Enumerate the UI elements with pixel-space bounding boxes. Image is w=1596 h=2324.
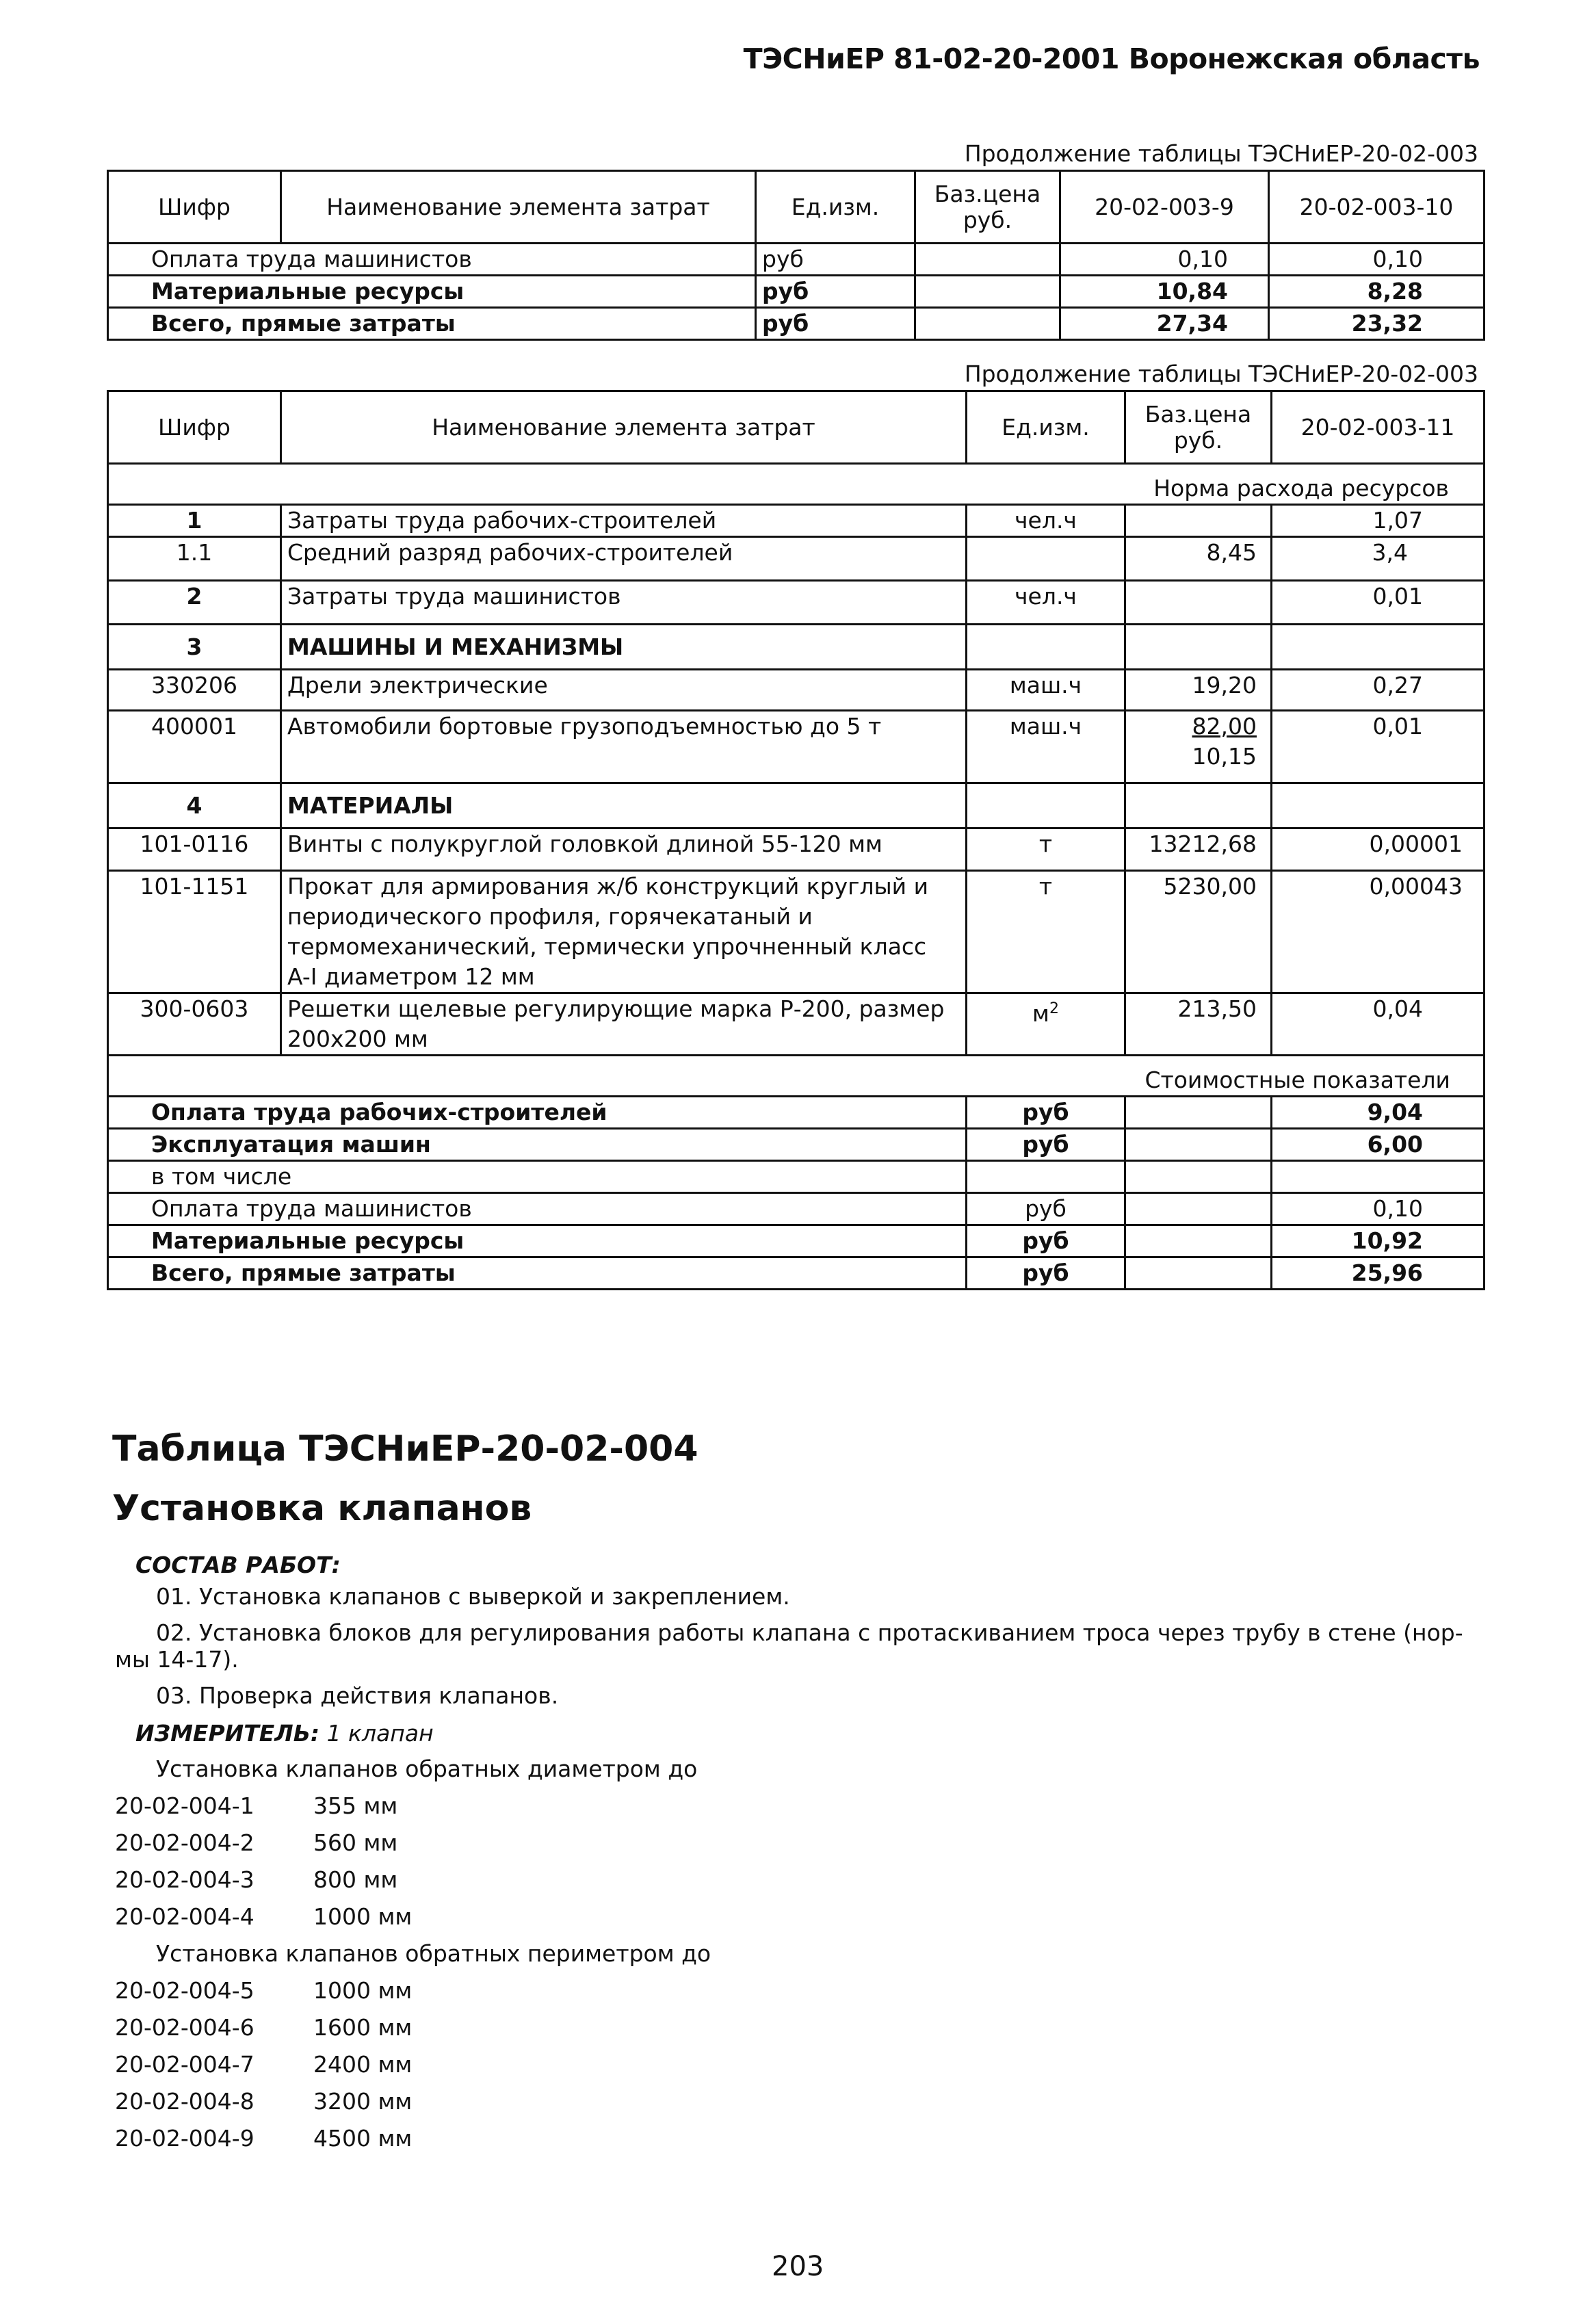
cost-header: Стоимостные показатели — [108, 1056, 1484, 1097]
row-price — [1125, 711, 1272, 783]
item-size: 800 мм — [313, 1866, 398, 1893]
item-code: 20-02-004-4 — [115, 1903, 254, 1930]
item-code: 20-02-004-2 — [115, 1829, 254, 1856]
table-row — [108, 783, 1484, 828]
row-name: Оплата труда машинистов — [108, 244, 756, 276]
row-code: 4 — [108, 783, 281, 828]
row-code: 101-1151 — [108, 871, 281, 993]
table-row — [108, 1097, 1484, 1129]
row-section-title: МАШИНЫ И МЕХАНИЗМЫ — [281, 625, 967, 670]
cost-value: 25,96 — [1272, 1257, 1484, 1290]
row-unit: т — [967, 871, 1125, 993]
row-price — [1125, 505, 1272, 537]
group1-title: Установка клапанов обратных диаметром до — [156, 1755, 698, 1782]
item-size: 4500 мм — [313, 2125, 413, 2152]
item-code: 20-02-004-5 — [115, 1977, 254, 2004]
table-row — [108, 1193, 1484, 1225]
cost-name: Оплата труда машинистов — [108, 1193, 967, 1225]
work-item: 02. Установка блоков для регулирования работы клапана с протаскиванием троса через трубу в стене (нор- — [156, 1619, 1463, 1646]
row-price — [1125, 581, 1272, 625]
row-value: 1,07 — [1272, 505, 1484, 537]
row-unit: т — [967, 828, 1125, 871]
item-size: 1000 мм — [313, 1977, 413, 2004]
col-code: Шифр — [108, 391, 281, 464]
table-row — [108, 993, 1484, 1056]
work-item: 01. Установка клапанов с выверкой и закреплением. — [156, 1583, 790, 1610]
row-unit: руб — [756, 244, 915, 276]
col-price: Баз.цена руб. — [915, 171, 1060, 244]
col-variant-9: 20-02-003-9 — [1060, 171, 1269, 244]
item-size: 1000 мм — [313, 1903, 413, 1930]
item-size: 1600 мм — [313, 2014, 413, 2041]
col-price: Баз.цена руб. — [1125, 391, 1272, 464]
row-code: 1 — [108, 505, 281, 537]
col-unit: Ед.изм. — [967, 391, 1125, 464]
work-composition-label: СОСТАВ РАБОТ: — [135, 1552, 341, 1578]
table1 — [107, 170, 1485, 341]
work-item: мы 14-17). — [115, 1646, 239, 1673]
row-value: 0,10 — [1269, 244, 1484, 276]
work-item: 03. Проверка действия клапанов. — [156, 1682, 559, 1709]
row-code: 1.1 — [108, 537, 281, 581]
row-value: 0,00043 — [1272, 871, 1484, 993]
item-size: 3200 мм — [313, 2088, 413, 2115]
table2 — [107, 390, 1485, 1290]
row-unit — [967, 993, 1125, 1056]
item-code: 20-02-004-9 — [115, 2125, 254, 2152]
row-price: 19,20 — [1125, 670, 1272, 711]
table-row — [108, 308, 1484, 340]
item-code: 20-02-004-1 — [115, 1792, 254, 1819]
cost-name: Оплата труда рабочих-строителей — [108, 1097, 967, 1129]
meter — [135, 1720, 434, 1747]
col-unit: Ед.изм. — [756, 171, 915, 244]
item-code: 20-02-004-6 — [115, 2014, 254, 2041]
section-title: Таблица ТЭСНиЕР-20-02-004 — [112, 1428, 698, 1470]
table-row — [108, 828, 1484, 871]
cost-value: 10,92 — [1272, 1225, 1484, 1257]
table-row — [108, 670, 1484, 711]
row-name: Винты с полукруглой головкой длиной 55-120 мм — [281, 828, 967, 871]
row-value: 0,01 — [1272, 711, 1484, 783]
cost-unit: руб — [967, 1193, 1125, 1225]
item-code: 20-02-004-3 — [115, 1866, 254, 1893]
cost-unit — [967, 1161, 1125, 1193]
row-code: 330206 — [108, 670, 281, 711]
item-size: 2400 мм — [313, 2051, 413, 2078]
row-value: 0,01 — [1272, 581, 1484, 625]
cost-unit: руб — [967, 1257, 1125, 1290]
table-row — [108, 1161, 1484, 1193]
cost-unit: руб — [967, 1129, 1125, 1161]
unit-superscript: 2 — [1049, 1000, 1059, 1017]
col-name: Наименование элемента затрат — [281, 171, 756, 244]
meter-value: 1 клапан — [326, 1720, 434, 1747]
cost-value: 6,00 — [1272, 1129, 1484, 1161]
item-size: 560 мм — [313, 1829, 398, 1856]
cost-unit: руб — [967, 1097, 1125, 1129]
row-unit: маш.ч — [967, 670, 1125, 711]
group2-title: Установка клапанов обратных периметром до — [156, 1940, 711, 1967]
row-code: 2 — [108, 581, 281, 625]
row-code: 300-0603 — [108, 993, 281, 1056]
running-header: ТЭСНиЕР 81-02-20-2001 Воронежская область — [743, 42, 1480, 75]
item-code: 20-02-004-8 — [115, 2088, 254, 2115]
row-code: 101-0116 — [108, 828, 281, 871]
meter-label: ИЗМЕРИТЕЛЬ: — [135, 1720, 320, 1747]
row-value: 0,10 — [1060, 244, 1269, 276]
table-row — [108, 276, 1484, 308]
col-code: Шифр — [108, 171, 281, 244]
row-price-secondary: 10,15 — [1192, 743, 1257, 770]
row-name: Прокат для армирования ж/б конструкций круглый и периодического профиля, горячекатаный и термомеханический, термически упрочненный класс A-I диаметром 12 мм — [281, 871, 967, 993]
cost-value — [1272, 1161, 1484, 1193]
table-row — [108, 505, 1484, 537]
cost-value: 9,04 — [1272, 1097, 1484, 1129]
table-row — [108, 1225, 1484, 1257]
row-price: 13212,68 — [1125, 828, 1272, 871]
row-price-underlined: 82,00 — [1192, 713, 1257, 740]
table-row — [108, 1257, 1484, 1290]
row-unit: чел.ч — [967, 581, 1125, 625]
item-code: 20-02-004-7 — [115, 2051, 254, 2078]
cost-name: Материальные ресурсы — [108, 1225, 967, 1257]
row-name: Затраты труда машинистов — [281, 581, 967, 625]
row-value: 0,04 — [1272, 993, 1484, 1056]
table1-continuation: Продолжение таблицы ТЭСНиЕР-20-02-003 — [964, 140, 1478, 167]
unit-base: м — [1032, 1000, 1049, 1027]
row-unit: чел.ч — [967, 505, 1125, 537]
row-value: 8,28 — [1269, 276, 1484, 308]
row-code: 3 — [108, 625, 281, 670]
cost-value: 0,10 — [1272, 1193, 1484, 1225]
row-name: Решетки щелевые регулирующие марка Р-200, размер 200х200 мм — [281, 993, 967, 1056]
row-value: 23,32 — [1269, 308, 1484, 340]
row-name: Дрели электрические — [281, 670, 967, 711]
row-name: Средний разряд рабочих-строителей — [281, 537, 967, 581]
table-row — [108, 1129, 1484, 1161]
cost-name: в том числе — [108, 1161, 967, 1193]
row-name: Автомобили бортовые грузоподъемностью до 5 т — [281, 711, 967, 783]
table-row — [108, 871, 1484, 993]
table-row — [108, 625, 1484, 670]
row-unit: маш.ч — [967, 711, 1125, 783]
row-value: 0,27 — [1272, 670, 1484, 711]
cost-name: Эксплуатация машин — [108, 1129, 967, 1161]
row-section-title: МАТЕРИАЛЫ — [281, 783, 967, 828]
table-row — [108, 581, 1484, 625]
row-price: 8,45 — [1125, 537, 1272, 581]
table-row — [108, 244, 1484, 276]
col-name: Наименование элемента затрат — [281, 391, 967, 464]
row-value: 3,4 — [1272, 537, 1484, 581]
table-row — [108, 537, 1484, 581]
table2-continuation: Продолжение таблицы ТЭСНиЕР-20-02-003 — [964, 361, 1478, 387]
row-value: 0,00001 — [1272, 828, 1484, 871]
row-unit: руб — [756, 308, 915, 340]
row-name: Всего, прямые затраты — [108, 308, 756, 340]
row-unit — [967, 537, 1125, 581]
cost-unit: руб — [967, 1225, 1125, 1257]
col-variant-10: 20-02-003-10 — [1269, 171, 1484, 244]
row-value: 10,84 — [1060, 276, 1269, 308]
section-subtitle: Установка клапанов — [112, 1488, 532, 1529]
table-row — [108, 711, 1484, 783]
row-code: 400001 — [108, 711, 281, 783]
page-number: 203 — [772, 2251, 824, 2282]
row-unit: руб — [756, 276, 915, 308]
row-name: Материальные ресурсы — [108, 276, 756, 308]
row-price: 213,50 — [1125, 993, 1272, 1056]
row-name: Затраты труда рабочих-строителей — [281, 505, 967, 537]
col-variant-11: 20-02-003-11 — [1272, 391, 1484, 464]
row-value: 27,34 — [1060, 308, 1269, 340]
norm-header: Норма расхода ресурсов — [108, 464, 1484, 505]
item-size: 355 мм — [313, 1792, 398, 1819]
row-price: 5230,00 — [1125, 871, 1272, 993]
cost-name: Всего, прямые затраты — [108, 1257, 967, 1290]
